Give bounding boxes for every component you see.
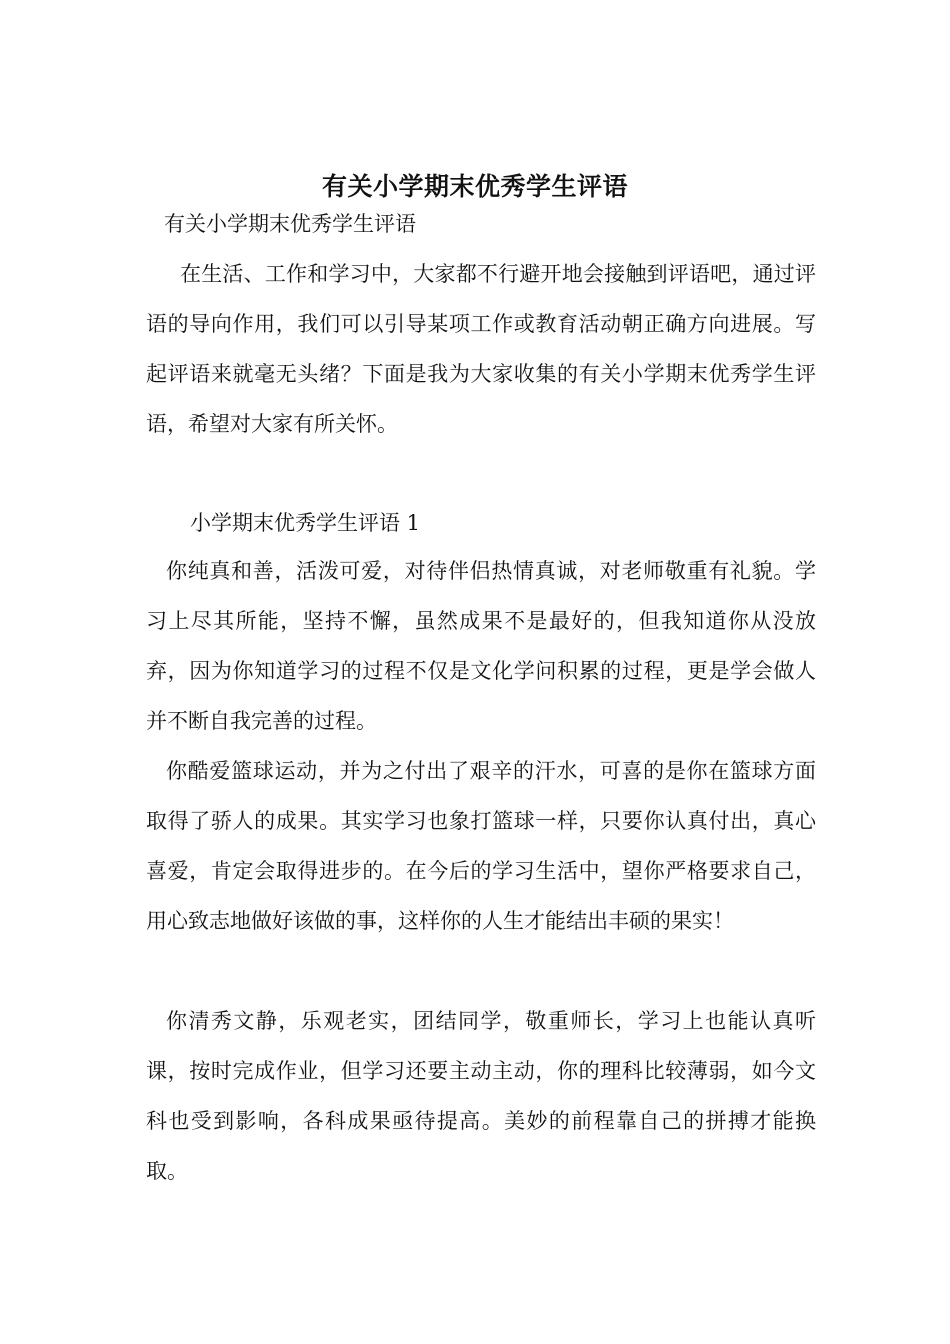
document-subtitle: 有关小学期末优秀学生评语: [164, 212, 416, 236]
comment-paragraph-2: 你酷爱篮球运动，并为之付出了艰辛的汗水，可喜的是你在篮球方面取得了骄人的成果。其实学习也象打篮球一样，只要你认真付出，真心喜爱，肯定会取得进步的。在今后的学习生活中，望你严格要求自己，用心致志地做好该做的事，这样你的人生才能结出丰硕的果实！: [146, 759, 816, 933]
document-title: 有关小学期末优秀学生评语: [321, 171, 628, 201]
intro-paragraph: 在生活、工作和学习中，大家都不行避开地会接触到评语吧，通过评语的导向作用，我们可以引导某项工作或教育活动朝正确方向进展。写起评语来就毫无头绪？下面是我为大家收集的有关小学期末优秀学生评语，希望对大家有所关怀。: [146, 262, 816, 436]
comment-paragraph-1: 你纯真和善，活泼可爱，对待伴侣热情真诚，对老师敬重有礼貌。学习上尽其所能，坚持不懈，虽然成果不是最好的，但我知道你从没放弃，因为你知道学习的过程不仅是文化学问积累的过程，更是学会做人并不断自我完善的过程。: [146, 559, 816, 733]
comment-paragraph-3: 你清秀文静，乐观老实，团结同学，敬重师长，学习上也能认真听课，按时完成作业，但学习还要主动主动，你的理科比较薄弱，如今文科也受到影响，各科成果亟待提高。美妙的前程靠自己的拼搏才能换取。: [146, 1009, 816, 1183]
section-heading: 小学期末优秀学生评语 1: [190, 511, 421, 535]
